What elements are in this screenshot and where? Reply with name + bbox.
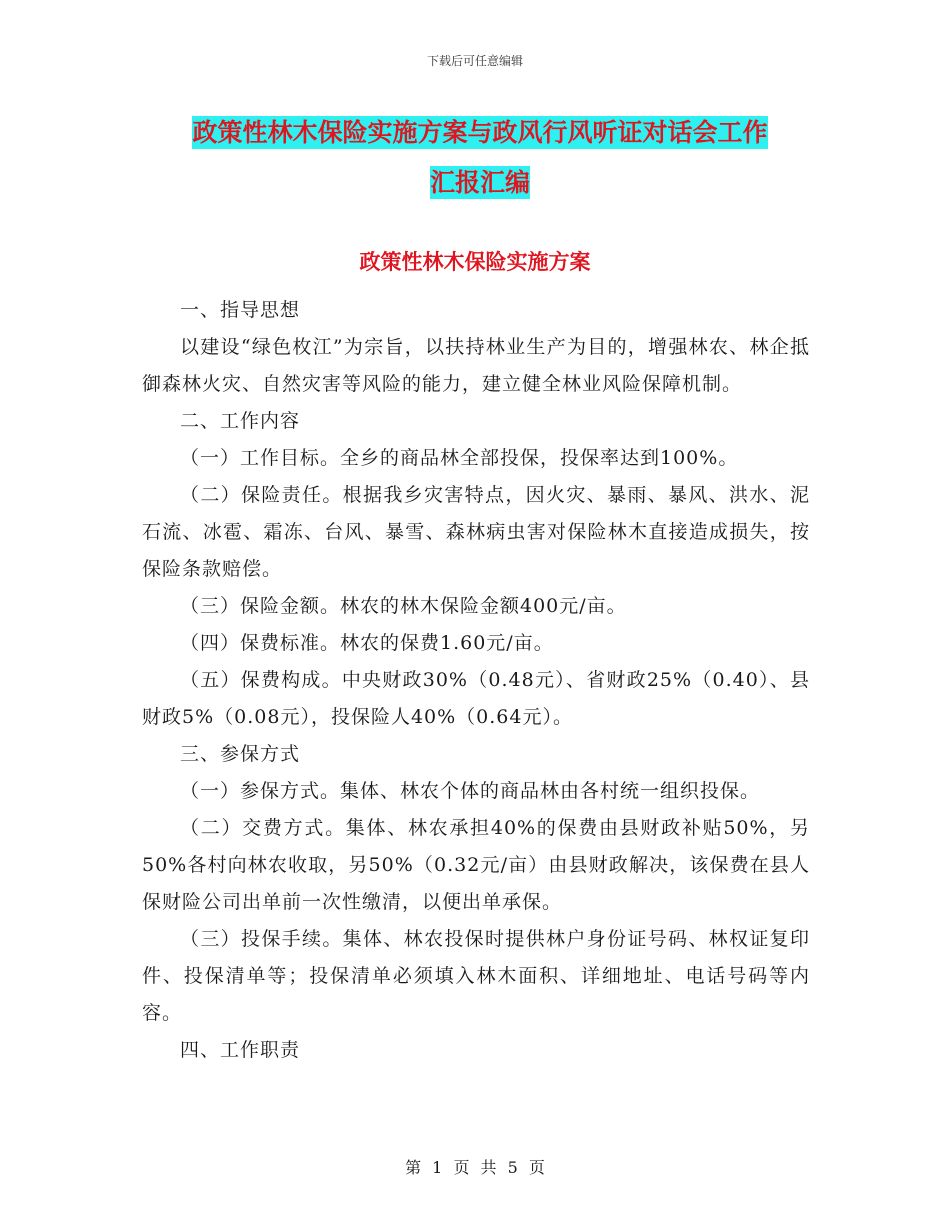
paragraph: （二）交费方式。集体、林农承担40%的保费由县财政补贴50%，另50%各村向林农收取，另50%（0.32元/亩）由县财政解决，该保费在县人保财险公司出单前一次性缴清，以便出单承保。 bbox=[142, 817, 810, 913]
document-title-line1: 政策性林木保险实施方案与政风行风听证对话会工作 bbox=[192, 118, 768, 147]
paragraph: （三）投保手续。集体、林农投保时提供林户身份证号码、林权证复印件、投保清单等；投保清单必须填入林木面积、详细地址、电话号码等内容。 bbox=[142, 928, 810, 1024]
document-body bbox=[142, 292, 810, 1069]
heading-work-content: 二、工作内容 bbox=[180, 410, 301, 432]
header-note: 下载后可任意编辑 bbox=[426, 54, 523, 68]
paragraph: （四）保费标准。林农的保费1.60元/亩。 bbox=[180, 632, 554, 654]
heading-work-duties: 四、工作职责 bbox=[180, 1039, 301, 1061]
paragraph: （二）保险责任。根据我乡灾害特点，因火灾、暴雨、暴风、洪水、泥石流、冰雹、霜冻、台风、暴雪、森林病虫害对保险林木直接造成损失，按保险条款赔偿。 bbox=[142, 484, 810, 580]
heading-guiding-thought: 一、指导思想 bbox=[180, 299, 301, 321]
paragraph: 以建设“绿色枚江”为宗旨，以扶持林业生产为目的，增强林农、林企抵御森林火灾、自然灾害等风险的能力，建立健全林业风险保障机制。 bbox=[142, 336, 810, 395]
document-title bbox=[140, 108, 820, 208]
paragraph: （一）工作目标。全乡的商品林全部投保，投保率达到100%。 bbox=[180, 447, 739, 469]
page-footer: 第 1 页 共 5 页 bbox=[405, 1158, 545, 1177]
paragraph: （五）保费构成。中央财政30%（0.48元）、省财政25%（0.40）、县财政5%（0.08元），投保险人40%（0.64元）。 bbox=[142, 669, 810, 728]
document-title-line2: 汇报汇编 bbox=[429, 168, 530, 197]
heading-enrollment-method: 三、参保方式 bbox=[180, 743, 301, 765]
paragraph: （一）参保方式。集体、林农个体的商品林由各村统一组织投保。 bbox=[180, 780, 761, 802]
paragraph: （三）保险金额。林农的林木保险金额400元/亩。 bbox=[180, 595, 627, 617]
section-title: 政策性林木保险实施方案 bbox=[359, 250, 591, 274]
